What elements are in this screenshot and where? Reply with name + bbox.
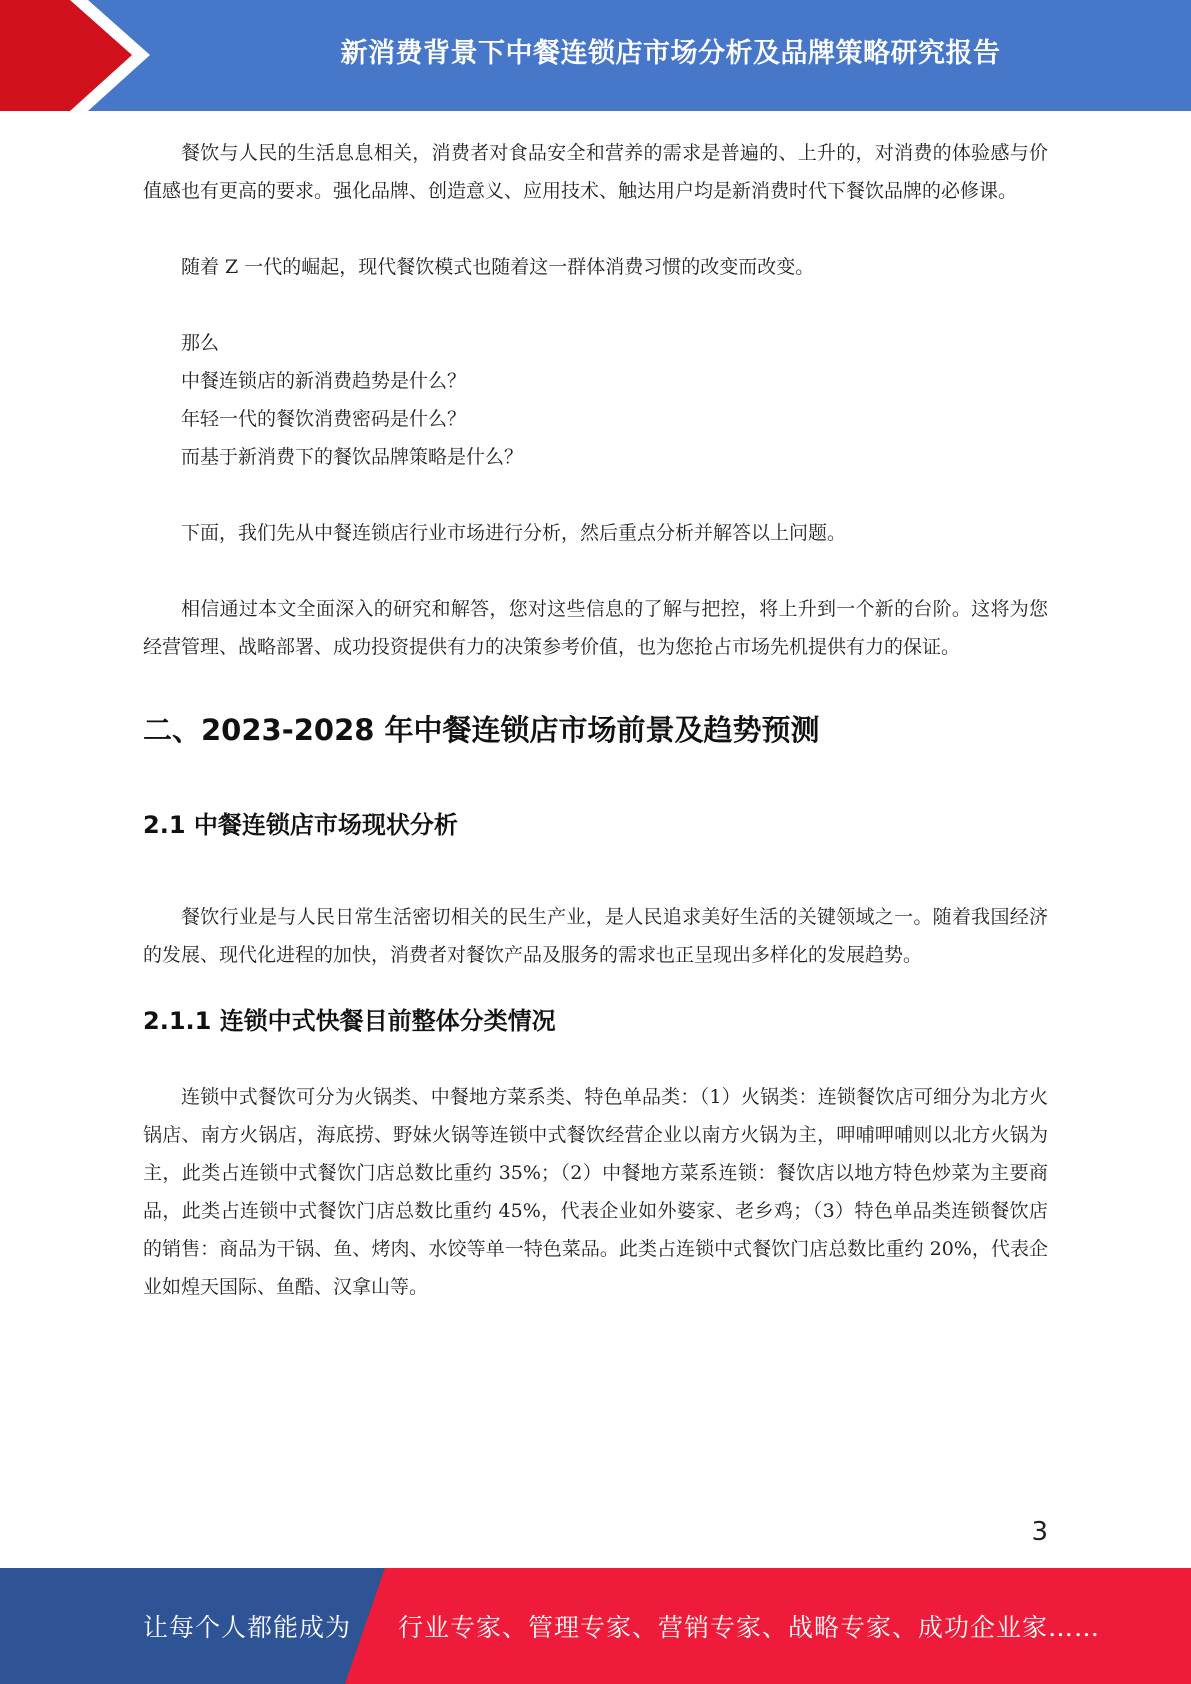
section-paragraph: 连锁中式餐饮可分为火锅类、中餐地方菜系类、特色单品类：（1）火锅类：连锁餐饮店可细分为北方火锅店、南方火锅店，海底捞、野妹火锅等连锁中式餐饮经营企业以南方火锅为主，呷哺呷哺则以北方火锅为主，此类占连锁中式餐饮门店总数比重约 35%；（2）中餐地方菜系连锁：餐饮店以地方特色炒菜为主要商品，此类占连锁中式餐饮门店总数比重约 45%，代表企业如外婆家、老乡鸡；（3）特色单品类连锁餐饮店的销售：商品为干锅、鱼、烤肉、水饺等单一特色菜品。此类占连锁中式餐饮门店总数比重约 20%，代表企业如煌天国际、鱼酷、汉拿山等。 [143,1086,1048,1298]
question-item: 年轻一代的餐饮消费密码是什么？ [181,408,467,430]
page-number: 3 [1031,1517,1048,1547]
section-heading: 二、2023-2028 年中餐连锁店市场前景及趋势预测 [143,713,820,747]
intro-paragraph: 随着 Z 一代的崛起，现代餐饮模式也随着这一群体消费习惯的改变而改变。 [181,256,815,278]
report-footer [0,1568,1191,1684]
intro-paragraph: 相信通过本文全面深入的研究和解答，您对这些信息的了解与把控，将上升到一个新的台阶。这将为您经营管理、战略部署、成功投资提供有力的决策参考价值，也为您抢占市场先机提供有力的保证。 [143,598,1048,658]
subsection-heading: 2.1 中餐连锁店市场现状分析 [143,811,458,839]
chevron-arrow-icon [0,0,150,111]
report-title: 新消费背景下中餐连锁店市场分析及品牌策略研究报告 [340,37,1001,69]
intro-paragraph: 餐饮与人民的生活息息相关，消费者对食品安全和营养的需求是普遍的、上升的，对消费的体验感与价值感也有更高的要求。强化品牌、创造意义、应用技术、触达用户均是新消费时代下餐饮品牌的必修课。 [143,142,1048,202]
question-item: 中餐连锁店的新消费趋势是什么？ [181,370,467,392]
report-header [0,0,1191,111]
intro-paragraph: 下面，我们先从中餐连锁店行业市场进行分析，然后重点分析并解答以上问题。 [181,522,847,544]
report-body [143,134,1048,1306]
section-paragraph: 餐饮行业是与人民日常生活密切相关的民生产业，是人民追求美好生活的关键领域之一。随着我国经济的发展、现代化进程的加快，消费者对餐饮产品及服务的需求也正呈现出多样化的发展趋势。 [143,906,1048,966]
subsubsection-heading: 2.1.1 连锁中式快餐目前整体分类情况 [143,1007,556,1035]
footer-slogan-right: 行业专家、管理专家、营销专家、战略专家、成功企业家…… [398,1613,1101,1642]
question-lead: 那么 [181,332,220,354]
footer-slogan-left: 让每个人都能成为 [143,1613,352,1642]
question-item: 而基于新消费下的餐饮品牌策略是什么？ [181,446,524,468]
